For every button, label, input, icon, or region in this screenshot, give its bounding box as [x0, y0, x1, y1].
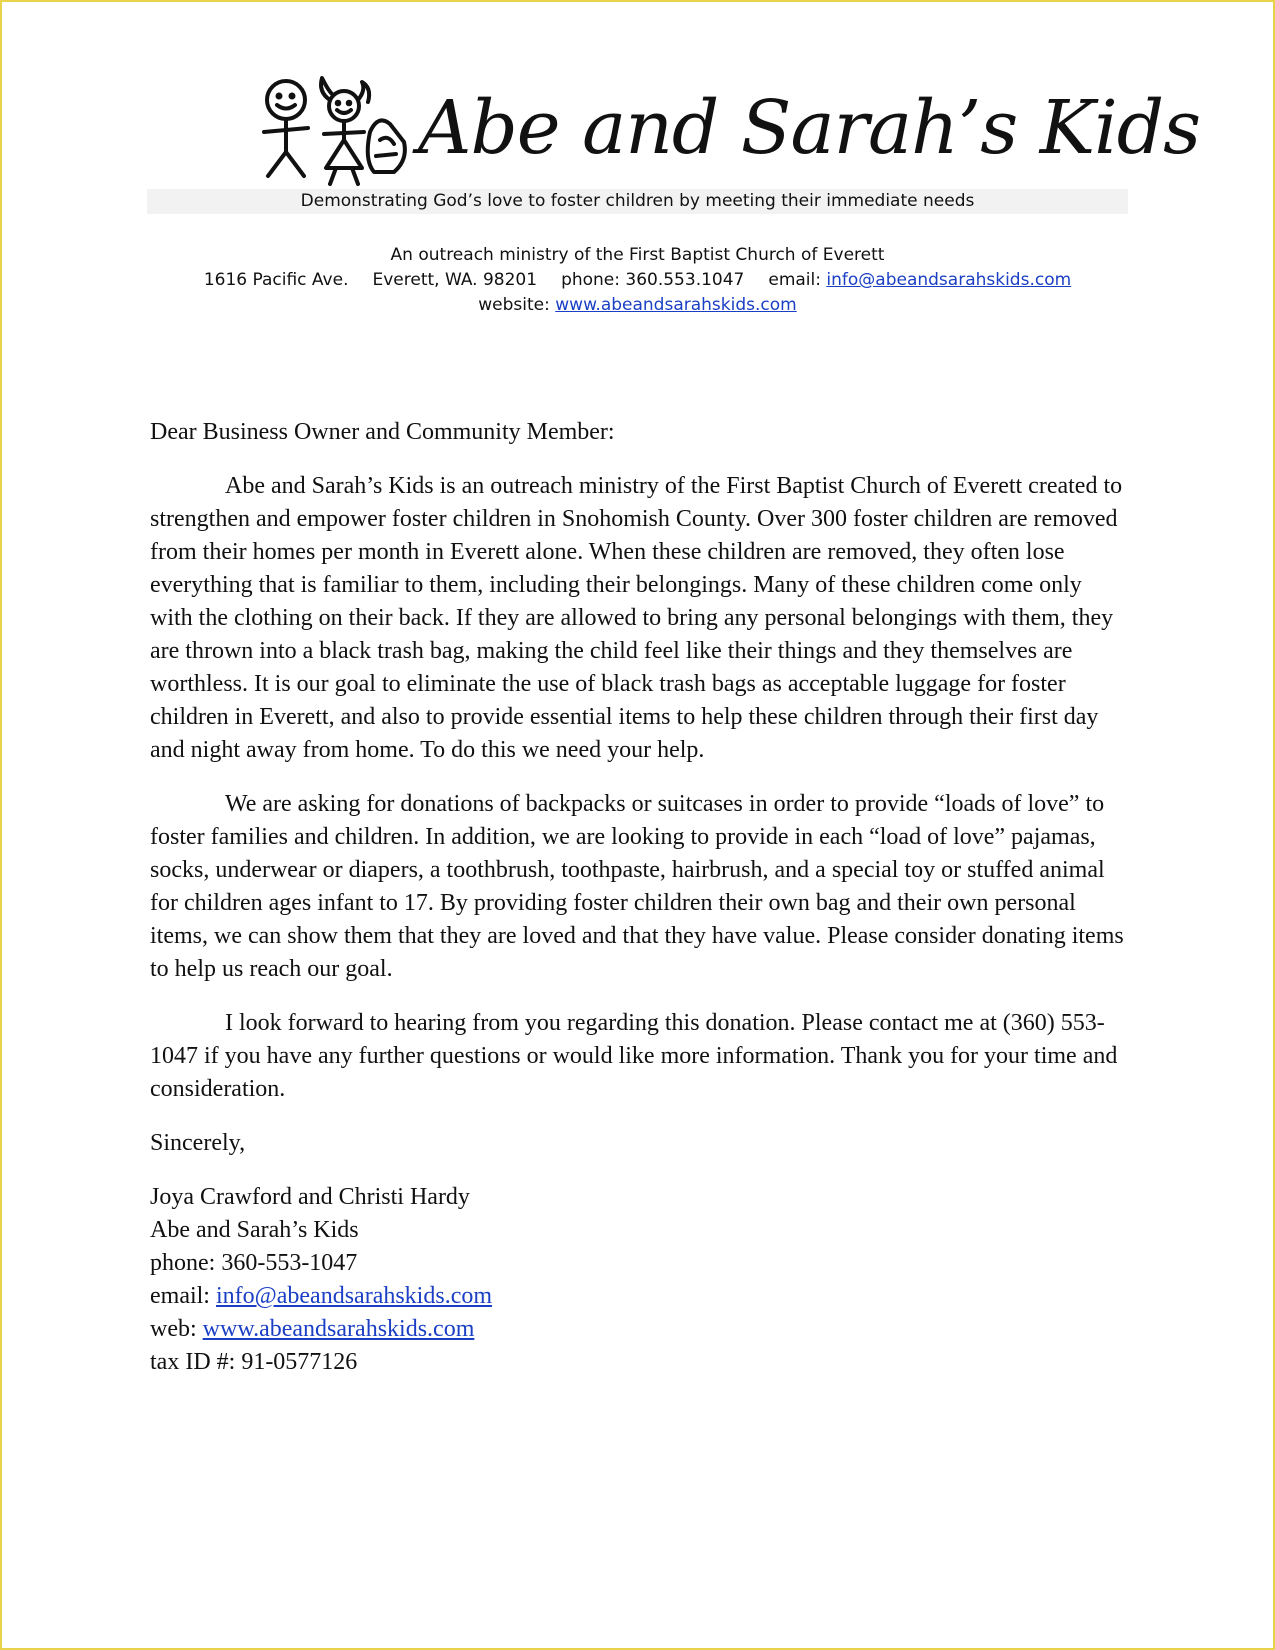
signature-names: Joya Crawford and Christi Hardy	[150, 1184, 470, 1210]
website-line	[0, 293, 1275, 318]
salutation: Dear Business Owner and Community Member:	[150, 419, 615, 445]
email-label: email:	[768, 270, 827, 290]
city: Everett, WA. 98201	[372, 270, 538, 290]
phone: phone: 360.553.1047	[561, 270, 745, 290]
logo	[258, 72, 1201, 192]
signature-web-label: web:	[150, 1316, 203, 1342]
signature-web-line	[150, 1313, 1130, 1346]
signature-web-link[interactable]: www.abeandsarahskids.com	[202, 1316, 475, 1342]
contact-line	[0, 268, 1275, 293]
tagline: Demonstrating God’s love to foster children by meeting their immediate needs	[300, 191, 975, 211]
signature-org: Abe and Sarah’s Kids	[150, 1217, 359, 1243]
letter-body	[150, 416, 1130, 1400]
paragraph-1: Abe and Sarah’s Kids is an outreach ministry of the First Baptist Church of Everett created to strengthen and empower foster children in Snohomish County. Over 300 foster children are removed from their homes per month in Everett alone. When these children are removed, they often lose everything that is familiar to them, including their belongings. Many of these children come only with the clothing on their back. If they are allowed to bring any personal belongings with them, they are thrown into a black trash bag, making the child feel like their things and they themselves are worthless. It is our goal to eliminate the use of black trash bags as acceptable luggage for foster children in Everett, and also to provide essential items to help these children through their first day and night away from home. To do this we need your help.	[150, 473, 1123, 763]
ministry-line: An outreach ministry of the First Baptist Church of Everett	[390, 245, 885, 265]
address: 1616 Pacific Ave.	[203, 270, 349, 290]
signature-phone: phone: 360-553-1047	[150, 1250, 358, 1276]
website-link[interactable]: www.abeandsarahskids.com	[555, 295, 797, 315]
signature-email-link[interactable]: info@abeandsarahskids.com	[215, 1283, 493, 1309]
signature-block	[150, 1181, 1130, 1379]
signature-tax-id: tax ID #: 91-0577126	[150, 1349, 358, 1375]
website-label: website:	[478, 295, 556, 315]
signature-email-label: email:	[150, 1283, 216, 1309]
paragraph-3: I look forward to hearing from you regarding this donation. Please contact me at (360) 553-1047 if you have any further questions or would like more information. Thank you for your time and consideration.	[150, 1010, 1118, 1102]
org-name: Abe and Sarah’s Kids	[418, 85, 1201, 171]
closing: Sincerely,	[150, 1130, 246, 1156]
email-link[interactable]: info@abeandsarahskids.com	[826, 270, 1072, 290]
paragraph-2: We are asking for donations of backpacks or suitcases in order to provide “loads of love” to foster families and children. In addition, we are looking to provide in each “load of love” pajamas, socks, underwear or diapers, a toothbrush, toothpaste, hairbrush, and a special toy or stuffed animal for children ages infant to 17. By providing foster children their own bag and their own personal items, we can show them that they are loved and that they have value. Please consider donating items to help us reach our goal.	[150, 791, 1124, 982]
stick-figures-icon	[258, 72, 428, 192]
signature-email-line	[150, 1280, 1130, 1313]
